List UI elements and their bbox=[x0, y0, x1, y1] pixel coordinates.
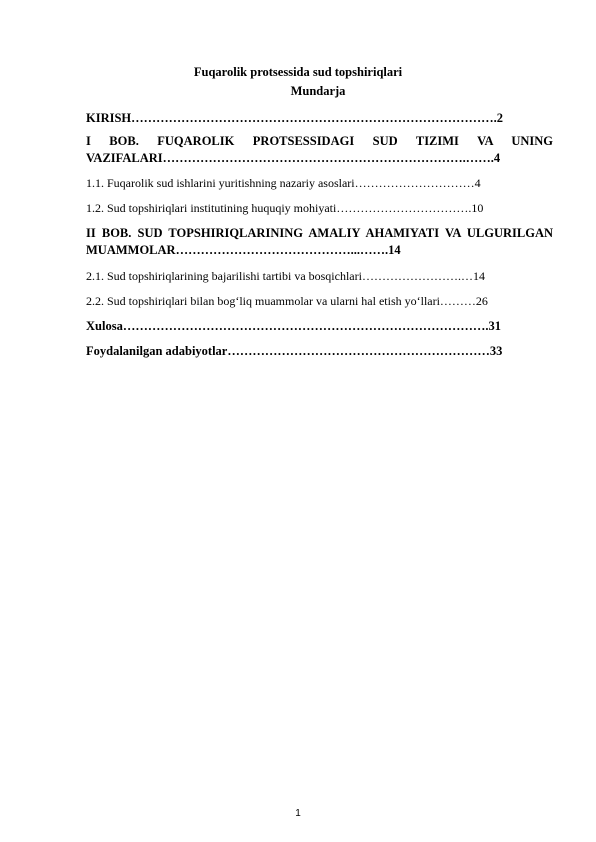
document-title: Fuqarolik protsessida sud topshiriqlari bbox=[193, 65, 403, 79]
page-number: 1 bbox=[295, 808, 301, 819]
toc-entry-section-2-2: 2.2. Sud topshiriqlari bilan bog‘liq muammolar va ularni hal etish yo‘llari………26 bbox=[86, 294, 488, 308]
toc-entry-chapter-1: I BOB. FUQAROLIK PROTSESSIDAGI SUD TIZIMI VA UNING VAZIFALARI……………………………………………………………….…….4 bbox=[86, 134, 553, 165]
toc-entry-section-2-1: 2.1. Sud topshiriqlarining bajarilishi tartibi va bosqichlari…………………….…14 bbox=[86, 269, 485, 283]
toc-entry-section-1-2: 1.2. Sud topshiriqlari institutining huquqiy mohiyati…………………………….10 bbox=[86, 201, 484, 215]
toc-entry-kirish: KIRISH…………………………………………………………………………….2 bbox=[86, 111, 504, 125]
toc-entry-xulosa: Xulosa…………………………………………………………………………….31 bbox=[86, 319, 501, 333]
toc-entry-section-1-1: 1.1. Fuqarolik sud ishlarini yuritishning nazariy asoslari…………………………4 bbox=[86, 176, 481, 190]
toc-heading: Mundarja bbox=[290, 84, 346, 98]
toc-entry-bibliography: Foydalanilgan adabiyotlar………………………………………………………33 bbox=[86, 344, 503, 358]
toc-entry-chapter-2: II BOB. SUD TOPSHIRIQLARINING AMALIY AHAMIYATI VA ULGURILGAN MUAMMOLAR……………………………………...…….14 bbox=[86, 226, 553, 257]
